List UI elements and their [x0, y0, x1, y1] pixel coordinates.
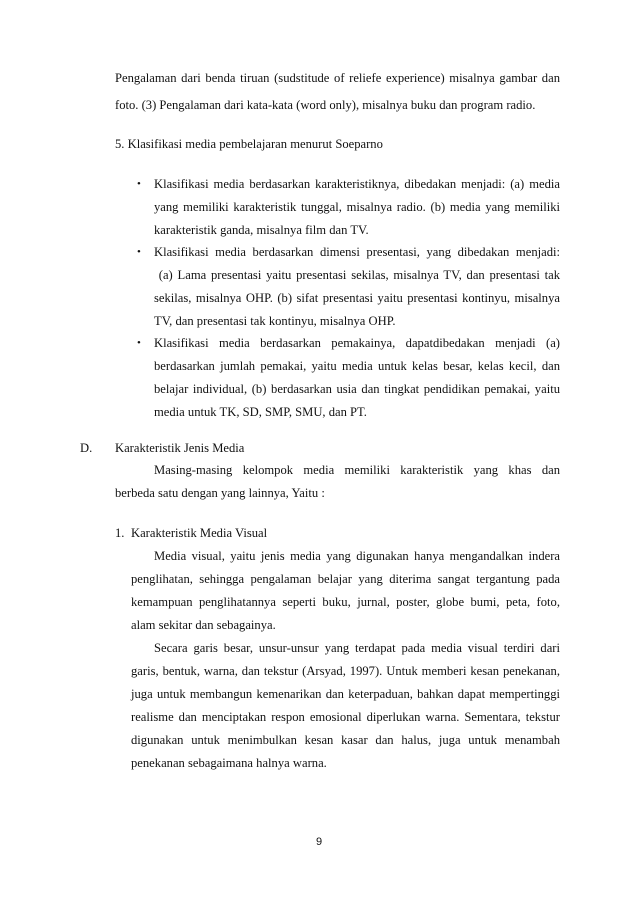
page-number: 9	[315, 836, 323, 848]
bullet-icon: •	[137, 246, 141, 258]
section-marker: D.	[80, 441, 93, 455]
bullet-line: Klasifikasi media berdasarkan pemakainya, dapatdibedakan menjadi (a)	[154, 336, 560, 350]
section-title: Karakteristik Jenis Media	[115, 441, 245, 455]
paragraph-line: kemampuan penglihatannya seperti buku, jurnal, poster, globe bumi, peta, foto,	[131, 595, 560, 609]
subsection-title: Karakteristik Media Visual	[131, 526, 268, 540]
paragraph-line: Pengalaman dari benda tiruan (sudstitude of reliefe experience) misalnya gambar dan	[115, 71, 560, 85]
list-heading-5: 5. Klasifikasi media pembelajaran menurut Soeparno	[115, 137, 383, 151]
bullet-icon: •	[137, 337, 141, 349]
subsection-marker: 1.	[115, 526, 125, 540]
bullet-line: TV, dan presentasi tak kontinyu, misalnya OHP.	[154, 314, 396, 328]
bullet-line: karakteristik ganda, misalnya film dan TV.	[154, 223, 369, 237]
paragraph-line: alam sekitar dan sebagainya.	[131, 618, 276, 632]
paragraph-line: realisme dan menciptakan respon emosional diperlukan warna. Sementara, tekstur	[131, 710, 560, 724]
bullet-line: belajar individual, (b) berdasarkan usia dan tingkat pendidikan pemakai, yaitu	[154, 382, 560, 396]
bullet-line: sekilas, misalnya OHP. (b) sifat presentasi yaitu presentasi kontinyu, misalnya	[154, 291, 560, 305]
bullet-line: media untuk TK, SD, SMP, SMU, dan PT.	[154, 405, 367, 419]
bullet-line: Klasifikasi media berdasarkan dimensi presentasi, yang dibedakan menjadi:	[154, 245, 560, 259]
paragraph-line: berbeda satu dengan yang lainnya, Yaitu :	[115, 486, 325, 500]
paragraph-line: Media visual, yaitu jenis media yang digunakan hanya mengandalkan indera	[154, 549, 560, 563]
bullet-line: berdasarkan jumlah pemakai, yaitu media untuk kelas besar, kelas kecil, dan	[154, 359, 560, 373]
paragraph-line: digunakan untuk menimbulkan kesan kasar dan halus, juga untuk menambah	[131, 733, 560, 747]
paragraph-line: garis, bentuk, warna, dan tekstur (Arsyad, 1997). Untuk memberi kesan penekanan,	[131, 664, 560, 678]
bullet-line: (a) Lama presentasi yaitu presentasi sekilas, misalnya TV, dan presentasi tak	[154, 268, 560, 282]
bullet-line: yang memiliki karakteristik tunggal, misalnya radio. (b) media yang memiliki	[154, 200, 560, 214]
paragraph-line: penglihatan, sehingga pengalaman belajar yang diterima sangat tergantung pada	[131, 572, 560, 586]
paragraph-line: Masing-masing kelompok media memiliki karakteristik yang khas dan	[154, 463, 560, 477]
paragraph-line: penekanan sebagaimana halnya warna.	[131, 756, 327, 770]
bullet-line: Klasifikasi media berdasarkan karakteristiknya, dibedakan menjadi: (a) media	[154, 177, 560, 191]
bullet-icon: •	[137, 178, 141, 190]
paragraph-line: Secara garis besar, unsur-unsur yang terdapat pada media visual terdiri dari	[154, 641, 560, 655]
paragraph-line: juga untuk membangun kemenarikan dan keterpaduan, bahkan dapat mempertinggi	[131, 687, 560, 701]
paragraph-line: foto. (3) Pengalaman dari kata-kata (word only), misalnya buku dan program radio.	[115, 98, 536, 112]
